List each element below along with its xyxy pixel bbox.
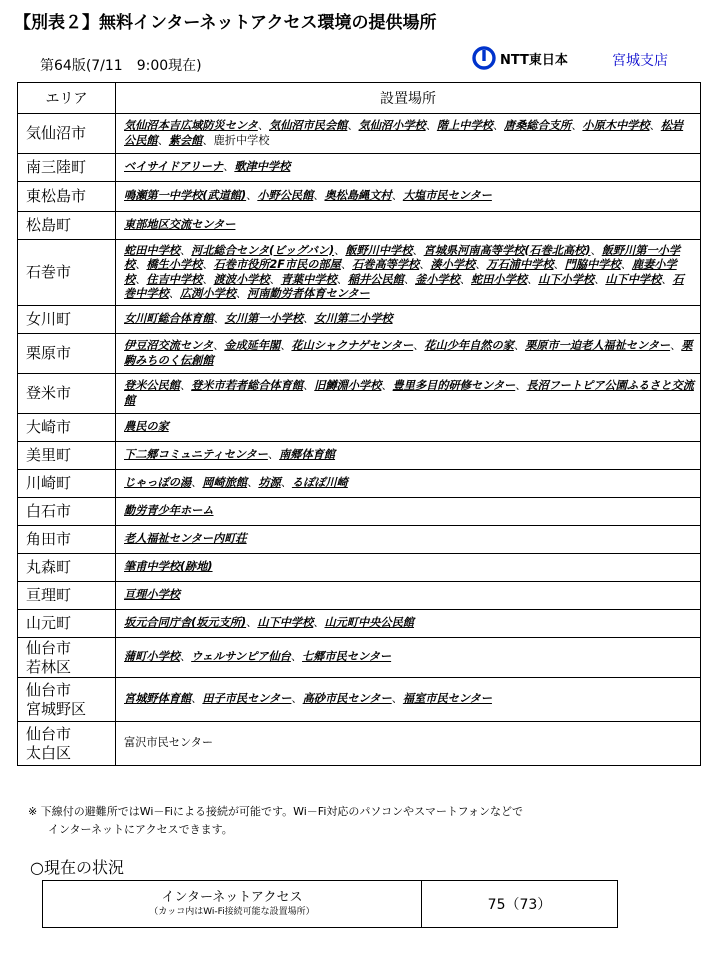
area-name: 仙台市: [26, 638, 72, 657]
separator: 、: [267, 448, 280, 462]
separator: 、: [620, 258, 632, 271]
wifi-location: 筆甫中学校(跡地): [124, 560, 213, 574]
separator: 、: [391, 692, 403, 706]
status-label: インターネットアクセス: [161, 890, 303, 905]
branch-name: 宮城支店: [612, 53, 668, 69]
table-row: [18, 334, 701, 374]
area-name: 山元町: [26, 614, 72, 632]
area-name: 太白区: [26, 743, 72, 762]
table-row: [18, 212, 701, 240]
table-row: [18, 722, 701, 766]
separator: 、: [313, 189, 325, 203]
wifi-location: 河南勤労者体育センター: [247, 287, 370, 300]
wifi-location: ウェルサンピア仙台: [191, 650, 291, 664]
table-row: [18, 442, 701, 470]
wifi-location: 唐桑総合支所: [504, 119, 572, 132]
wifi-location: 勤労青少年ホーム: [124, 504, 214, 518]
location-cell: [116, 678, 701, 722]
wifi-location: 飯野川第一小学校: [124, 243, 681, 271]
area-cell: [18, 526, 116, 554]
wifi-location: 山元町中央公民館: [324, 616, 414, 630]
table-row: [18, 414, 701, 442]
wifi-location: 登米公民館: [124, 379, 180, 392]
location-cell: [116, 582, 701, 610]
wifi-note: [28, 803, 523, 839]
wifi-location: 七郷市民センター: [302, 650, 392, 664]
separator: 、: [135, 272, 147, 286]
table-row: [18, 554, 701, 582]
location-cell: [116, 334, 701, 374]
wifi-location: 旧鱒淵小学校: [314, 379, 382, 392]
separator: 、: [459, 272, 471, 286]
logo-text: NTT東日本: [500, 52, 568, 68]
area-cell: [18, 182, 116, 212]
area-cell: [18, 442, 116, 470]
location-cell: [116, 442, 701, 470]
table-row: [18, 526, 701, 554]
separator: 、: [191, 476, 203, 490]
area-cell: [18, 240, 116, 306]
separator: 、: [291, 692, 303, 706]
wifi-location: 福室市民センター: [402, 692, 492, 706]
location-cell: [116, 240, 701, 306]
wifi-location: 万石浦中学校: [486, 258, 554, 271]
separator: 、: [412, 243, 424, 257]
separator: 、: [223, 160, 235, 174]
area-cell: [18, 114, 116, 154]
status-label-cell: [43, 881, 422, 928]
separator: 、: [202, 258, 214, 271]
area-cell: [18, 498, 116, 526]
table-row: [18, 154, 701, 182]
table-row: [18, 498, 701, 526]
separator: 、: [336, 272, 348, 286]
wifi-location: 田子市民センター: [202, 692, 292, 706]
wifi-location: 花山少年自然の家: [424, 339, 514, 352]
wifi-location: るぽぽ川崎: [291, 476, 348, 490]
location-cell: [116, 306, 701, 334]
wifi-location: 気仙沼市民会館: [269, 119, 348, 132]
separator: 、: [594, 272, 606, 286]
area-name: 気仙沼市: [26, 124, 87, 142]
location-cell: [116, 610, 701, 638]
separator: 、: [179, 650, 192, 664]
wifi-location: 橋生小学校: [146, 258, 203, 271]
location: 鹿折中学校: [213, 133, 270, 147]
area-cell: [18, 678, 116, 722]
area-name: 亘理町: [26, 586, 72, 604]
wifi-location: 花山シャクナゲセンター: [291, 339, 414, 352]
edition-label: 第64版(7/11 9:00現在): [40, 58, 202, 74]
separator: 、: [571, 119, 583, 132]
separator: 、: [246, 616, 258, 630]
wifi-location: 石巻中学校: [124, 272, 684, 300]
table-row: [18, 610, 701, 638]
wifi-location: 階上中学校: [436, 119, 493, 132]
separator: 、: [235, 287, 248, 300]
status-sublabel: （カッコ内はWi-Fi接続可能な設置場所）: [149, 907, 315, 917]
wifi-location: 気仙沼小学校: [358, 119, 426, 132]
separator: 、: [590, 243, 602, 257]
table-header-row: [18, 83, 701, 114]
area-cell: [18, 414, 116, 442]
wifi-location: 渡波小学校: [213, 272, 270, 286]
wifi-location: じゃっぽの湯: [124, 476, 192, 490]
status-row: [43, 881, 618, 928]
separator: 、: [202, 133, 214, 147]
wifi-location: 南郷体育館: [279, 448, 336, 462]
table-row: [18, 582, 701, 610]
page-title: 【別表２】無料インターネットアクセス環境の提供場所: [14, 13, 437, 33]
separator: 、: [247, 476, 259, 490]
wifi-location: 金成延年閣: [224, 339, 281, 352]
separator: 、: [670, 339, 682, 352]
wifi-location: 気仙沼本吉広域防災センタ: [124, 119, 258, 132]
separator: 、: [246, 189, 258, 203]
separator: 、: [475, 258, 487, 271]
area-name: 宮城野区: [26, 699, 87, 718]
area-name: 南三陸町: [26, 158, 87, 176]
separator: 、: [280, 476, 292, 490]
area-name: 川崎町: [26, 474, 72, 492]
separator: 、: [303, 379, 315, 392]
separator: 、: [381, 379, 393, 392]
area-name: 松島町: [26, 216, 72, 234]
separator: 、: [257, 119, 270, 132]
area-name: 美里町: [26, 446, 72, 464]
wifi-location: 松岩公民館: [124, 119, 684, 147]
area-name: 大崎市: [26, 418, 72, 436]
area-cell: [18, 212, 116, 240]
wifi-location: 青葉中学校: [280, 272, 337, 286]
separator: 、: [649, 119, 661, 132]
wifi-location: 稲井公民館: [347, 272, 404, 286]
separator: 、: [526, 272, 539, 286]
wifi-location: 下二郷コミュニティセンター: [124, 448, 268, 462]
area-cell: [18, 554, 116, 582]
area-name: 角田市: [26, 530, 72, 548]
area-cell: [18, 610, 116, 638]
separator: 、: [157, 133, 169, 147]
location-table: [17, 82, 701, 766]
area-cell: [18, 334, 116, 374]
separator: 、: [553, 258, 565, 271]
wifi-location: 蒲町小学校: [124, 650, 180, 664]
wifi-location: 石巻高等学校: [352, 258, 420, 271]
wifi-location: 山下中学校: [257, 616, 314, 630]
area-cell: [18, 306, 116, 334]
wifi-location: 飯野川中学校: [345, 243, 413, 257]
separator: 、: [303, 312, 315, 326]
wifi-location: 宮城野体育館: [124, 692, 192, 706]
separator: 、: [280, 339, 292, 352]
location-cell: [116, 526, 701, 554]
table-row: [18, 374, 701, 414]
wifi-note-line-1: ※ 下線付の避難所ではWi－Fiによる接続が可能です。Wi－Fi対応のパソコンやスマートフォンなどで: [28, 805, 524, 818]
wifi-location: 坂元合同庁舎(坂元支所): [124, 616, 247, 630]
wifi-location: 湊小学校: [430, 258, 476, 271]
wifi-location: 豊里多目的研修センター: [392, 379, 516, 392]
area-cell: [18, 582, 116, 610]
area-name: 丸森町: [26, 558, 72, 576]
wifi-location: 山下中学校: [605, 272, 662, 286]
separator: 、: [340, 258, 353, 271]
separator: 、: [515, 379, 527, 392]
wifi-location: 亘理小学校: [124, 588, 180, 602]
location-cell: [116, 212, 701, 240]
wifi-location: 栗駒みちのく伝創館: [124, 339, 693, 367]
area-name: 仙台市: [26, 724, 72, 743]
wifi-location: 高砂市民センター: [302, 692, 392, 706]
separator: 、: [419, 258, 431, 271]
wifi-location: 河北総合センタ(ビッグバン): [191, 243, 335, 257]
location-cell: [116, 554, 701, 582]
separator: 、: [191, 692, 203, 706]
separator: 、: [334, 243, 346, 257]
wifi-location: 蛇田小学校: [471, 272, 527, 286]
wifi-location: 門脇中学校: [564, 258, 621, 271]
wifi-location: 農民の家: [124, 420, 169, 434]
wifi-location: 紫会館: [168, 133, 203, 147]
separator: 、: [313, 616, 325, 630]
area-name: 白石市: [26, 502, 72, 520]
separator: 、: [168, 287, 180, 300]
separator: 、: [661, 272, 673, 286]
location-cell: [116, 722, 701, 766]
separator: 、: [413, 339, 425, 352]
table-row: [18, 678, 701, 722]
wifi-location: 坊源: [258, 476, 281, 490]
separator: 、: [391, 189, 403, 203]
wifi-location: 登米市若者総合体育館: [191, 379, 304, 392]
area-name: 女川町: [26, 310, 72, 328]
separator: 、: [202, 272, 214, 286]
table-row: [18, 470, 701, 498]
table-row: [18, 240, 701, 306]
separator: 、: [403, 272, 416, 286]
separator: 、: [269, 272, 281, 286]
area-cell: [18, 722, 116, 766]
wifi-location: 女川第二小学校: [314, 312, 393, 326]
wifi-note-line-2: インターネットにアクセスできます。: [48, 823, 233, 836]
separator: 、: [425, 119, 437, 132]
location-cell: [116, 114, 701, 154]
wifi-location: 住吉中学校: [146, 272, 203, 286]
wifi-location: 岡崎旅館: [202, 476, 248, 490]
separator: 、: [492, 119, 505, 132]
wifi-location: 釜小学校: [415, 272, 460, 286]
wifi-location: 鹿妻小学校: [124, 258, 677, 286]
table-row: [18, 638, 701, 678]
wifi-location: 栗原市一迫老人福祉センター: [525, 339, 671, 352]
separator: 、: [135, 258, 147, 271]
wifi-location: 大塩市民センター: [402, 189, 492, 203]
location-cell: [116, 470, 701, 498]
separator: 、: [347, 119, 359, 132]
location-cell: [116, 414, 701, 442]
area-cell: [18, 638, 116, 678]
separator: 、: [290, 650, 303, 664]
wifi-location: ベイサイドアリーナ: [124, 160, 224, 174]
wifi-location: 宮城県河南高等学校(石巻北高校): [423, 243, 591, 257]
location-cell: [116, 182, 701, 212]
wifi-location: 老人福祉センター内町荘: [124, 532, 247, 546]
wifi-location: 蛇田中学校: [124, 243, 180, 257]
separator: 、: [213, 312, 225, 326]
separator: 、: [213, 339, 225, 352]
area-cell: [18, 374, 116, 414]
wifi-location: 小原木中学校: [582, 119, 650, 132]
area-name: 栗原市: [26, 344, 72, 362]
wifi-location: 山下小学校: [538, 272, 595, 286]
wifi-location: 女川第一小学校: [224, 312, 304, 326]
table-row: [18, 114, 701, 154]
wifi-location: 歌津中学校: [234, 160, 291, 174]
wifi-location: 広渕小学校: [179, 287, 236, 300]
location-cell: [116, 154, 701, 182]
separator: 、: [179, 379, 192, 392]
wifi-location: 伊豆沼交流センタ: [124, 339, 214, 352]
wifi-location: 鳴瀬第一中学校(武道館): [124, 189, 247, 203]
status-value: 75（73）: [422, 881, 618, 928]
status-title: ○現在の状況: [30, 858, 124, 877]
table-row: [18, 306, 701, 334]
wifi-location: 石巻市役所2F市民の部屋: [213, 258, 341, 271]
ntt-logo: [472, 46, 568, 70]
wifi-location: 奥松島縄文村: [324, 189, 392, 203]
column-header-location: 設置場所: [116, 83, 701, 114]
wifi-location: 東部地区交流センター: [124, 218, 236, 232]
wifi-location: 長沼フートピア公園ふるさと交流館: [124, 379, 694, 407]
ntt-logo-icon: [472, 46, 496, 70]
table-row: [18, 182, 701, 212]
area-name: 仙台市: [26, 680, 72, 699]
wifi-location: 小野公民館: [257, 189, 314, 203]
column-header-area: エリア: [18, 83, 116, 114]
area-name: 東松島市: [26, 187, 87, 205]
separator: 、: [179, 243, 192, 257]
status-table: [42, 880, 618, 928]
area-cell: [18, 470, 116, 498]
area-name: 若林区: [26, 657, 72, 676]
location-cell: [116, 498, 701, 526]
location-cell: [116, 638, 701, 678]
area-name: 石巻市: [26, 263, 72, 281]
wifi-location: 女川町総合体育館: [124, 312, 214, 326]
location: 富沢市民センター: [124, 736, 214, 750]
separator: 、: [513, 339, 526, 352]
area-cell: [18, 154, 116, 182]
location-cell: [116, 374, 701, 414]
area-name: 登米市: [26, 384, 72, 402]
